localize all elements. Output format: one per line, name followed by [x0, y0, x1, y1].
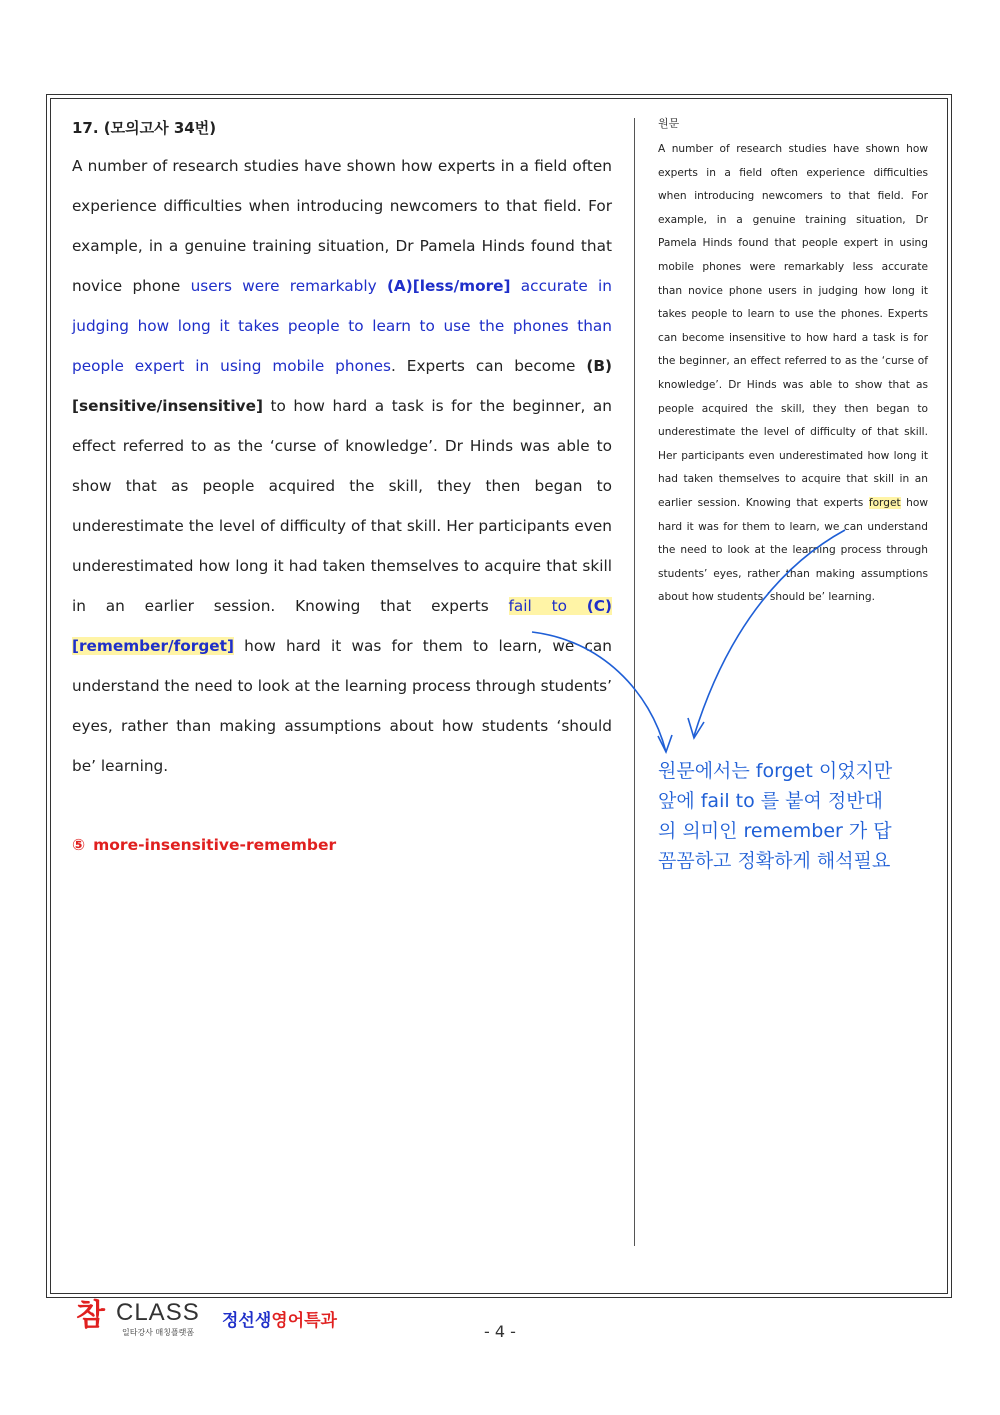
teacher-note	[658, 756, 928, 876]
answer-number: ⑤	[72, 836, 86, 854]
logo-subtitle: 일타강사 매칭플랫폼	[122, 1328, 195, 1337]
brand-part1: 정선생	[222, 1311, 272, 1331]
passage-segment: accurate in judging how long it takes people to learn to use the phones than people expert in using mobile phones	[72, 277, 612, 375]
original-text-before: A number of research studies have shown how experts in a field often experience difficulties when introducing newcomers to that field. For example, in a genuine training situation, Dr Pamela Hinds found that people expert in using mobile phones were remarkably less accurate than novice phone users in judging how long it takes people to learn to use the phones. Experts can become insensitive to how hard a task is for the beginner, an effect referred to as the ‘curse of knowledge’. Dr Hinds was able to show that as people acquired the skill, they then began to underestimate the level of difficulty of that skill. Her participants even underestimated how long it had taken themselves to acquire that skill in an earlier session. Knowing that experts	[658, 143, 928, 509]
question-column	[72, 116, 612, 786]
page-number: - 4 -	[484, 1322, 516, 1341]
column-divider	[634, 118, 635, 1246]
passage-segment: fail to	[508, 597, 587, 615]
note-line: 의 의미인 remember 가 답	[658, 820, 892, 842]
question-title: 17. (모의고사 34번)	[72, 119, 217, 137]
note-line: 앞에 fail to 를 붙여 정반대	[658, 790, 883, 812]
question-passage	[72, 146, 612, 786]
answer-line	[72, 836, 336, 854]
note-line: 꼼꼼하고 정확하게 해석필요	[658, 850, 891, 872]
answer-text: more-insensitive-remember	[93, 836, 337, 854]
passage-segment: how hard it was for them to learn, we can understand the need to look at the learning process through students’ eyes, rather than making assumptions about how students ‘should be’ learning.	[72, 637, 612, 775]
passage-segment: (B)[sensitive/insensitive]	[72, 357, 612, 415]
brand-part2: 영어특과	[271, 1311, 337, 1331]
passage-segment: users were remarkably	[190, 277, 387, 295]
original-passage	[658, 138, 928, 610]
passage-segment: (C)	[586, 597, 613, 615]
passage-segment: [remember/forget]	[72, 637, 234, 655]
passage-segment: . Experts can become	[391, 357, 587, 375]
logo-cham: 참	[76, 1298, 105, 1333]
logo-class: CLASS	[116, 1299, 200, 1326]
brand-name	[222, 1310, 337, 1332]
footer-logo	[76, 1296, 346, 1342]
original-text-column	[658, 116, 928, 610]
passage-segment: to how hard a task is for the beginner, an effect referred to as the ‘curse of knowledge’. Dr Hinds was able to show that as people acquired the skill, they then began to underestimate the level of difficulty of that skill. Her participants even underestimated how long it had taken themselves to acquire that skill in an earlier session. Knowing that experts	[72, 397, 612, 615]
original-text-after: how hard it was for them to learn, we can understand the need to look at the learning process through students’ eyes, rather than making assumptions about how students ‘should be’ learning.	[658, 496, 928, 604]
note-line: 원문에서는 forget 이었지만	[658, 760, 893, 782]
original-highlight-word: forget	[868, 496, 901, 509]
passage-segment: A number of research studies have shown how experts in a field often experience difficulties when introducing newcomers to that field. For example, in a genuine training situation, Dr Pamela Hinds found that novice phone	[72, 157, 612, 295]
original-title: 원문	[658, 117, 680, 130]
passage-segment: (A)[less/more]	[386, 277, 511, 295]
